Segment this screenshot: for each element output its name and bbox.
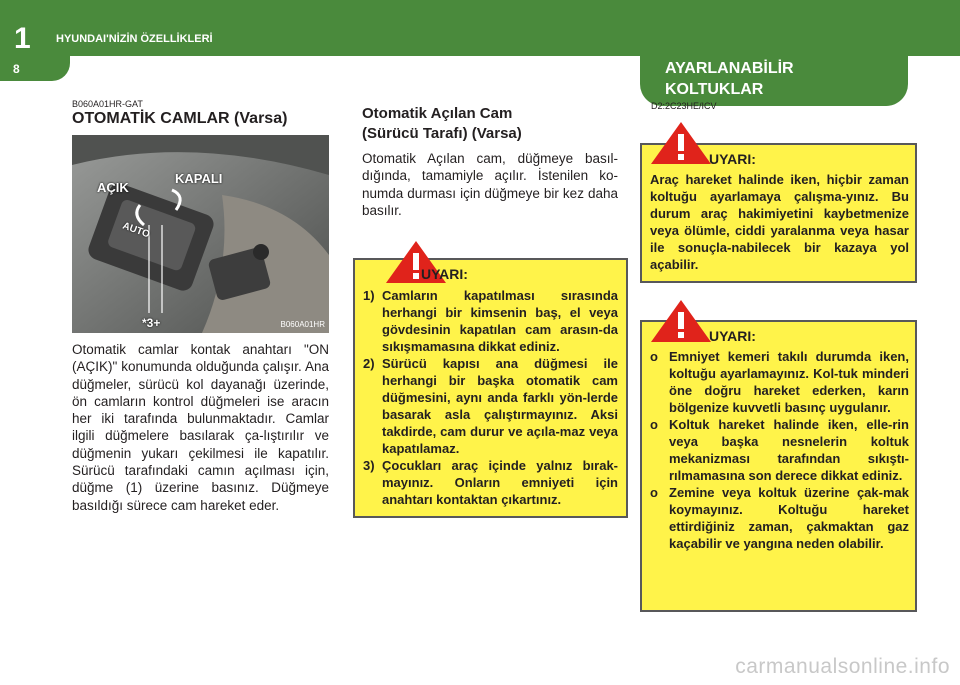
- image-caption: B060A01HR: [280, 320, 325, 329]
- automatic-windows-body: Otomatik camlar kontak anahtarı "ON (AÇIK)" konumunda olduğunda çalışır. Ana düğmeler, sürücü kol dayanağı üzerinde, ön camların kontrol düğmeleri ise aracın her iki tarafında bulunmaktadır. Camlar ilgili düğmelere basılarak ça-lıştırılır ve düğmenin yukarı çekilmesi ile kapatılır. Sürücü tarafındaki camın açılması için, düğme (1) üzerine basınız. Düğmeye basıldığı sürece cam hareket eder.: [72, 342, 329, 513]
- warning-triangle-icon: [651, 122, 711, 164]
- auto-down-window-body: Otomatik Açılan cam, düğmeye basıl-dığında, tamamiyle açılır. İstenilen ko-numda durması için düğmeye bir kez daha basılır.: [362, 151, 618, 218]
- warning-item: o Zemine veya koltuk üzerine çak-mak koymayınız. Koltuğu hareket ettirdiğiniz zaman, çakmaktan gaz kaçabilir ve yangına neden olabilir.: [650, 485, 909, 551]
- warning-title: UYARI:: [709, 151, 756, 167]
- automatic-windows-heading: OTOMATİK CAMLAR (Varsa): [72, 110, 288, 127]
- site-watermark: carmanualsonline.info: [735, 655, 950, 678]
- warning-item: 2) Sürücü kapısı ana düğmesi ile herhangi bir başka otomatik cam düğmesini, aynı anda farklı yön-lerde basarak asla çalıştırmayınız. Aksi takdirde, cam durur ve açıla-maz veya kapatılamaz.: [363, 356, 618, 456]
- warning-box-seat-adjust: [640, 320, 917, 612]
- warning-item: o Koltuk hareket halinde iken, elle-rin veya başka nesnelerin koltuk mekanizması tarafından sıkıştı-rılmamasına son derece dikkat ediniz.: [650, 417, 909, 483]
- window-switch-photo: [72, 135, 329, 333]
- page-number: 8: [13, 62, 20, 76]
- warning-title: UYARI:: [421, 266, 468, 282]
- warning-item: 1) Camların kapatılması sırasında herhangi bir kimsenin baş, el veya gövdesinin kapatılan cam arasın-da sıkışmamasına dikkat ediniz.: [363, 288, 618, 354]
- warning-list: [363, 287, 618, 508]
- warning-triangle-icon: [651, 300, 711, 342]
- warning-box-seat-moving: [640, 143, 917, 283]
- warning-item: o Emniyet kemeri takılı durumda iken, koltuğu ayarlamayınız. Kol-tuk minderi öne doğru hareket ederken, karın bölgenize kuvvetli basınç uygulanır.: [650, 349, 909, 415]
- window-switch-illustration: [72, 135, 329, 333]
- section-title: AYARLANABİLİR KOLTUKLAR: [665, 60, 794, 98]
- callout-number: *3+: [142, 316, 161, 330]
- warning-box-windows: [353, 258, 628, 518]
- warning-title: UYARI:: [709, 328, 756, 344]
- section-code: B060A01HR-GAT: [72, 99, 143, 109]
- label-open: AÇIK: [97, 180, 129, 195]
- section-code: D2:2C23HE/ICV: [651, 101, 717, 111]
- page-number-tab: [0, 56, 70, 81]
- chapter-title: HYUNDAI'NİZİN ÖZELLİKLERİ: [56, 33, 213, 45]
- chapter-number: 1: [14, 22, 31, 55]
- auto-down-window-heading: Otomatik Açılan Cam (Sürücü Tarafı) (Varsa): [362, 105, 522, 142]
- chapter-header-bar: [0, 0, 960, 56]
- warning-text: Araç hareket halinde iken, hiçbir zaman koltuğu ayarlamaya çalışma-yınız. Bu durum araç hakimiyetini kaybetmenize veya ölümle, ciddi yaralanma veya hasar ile sonuçla-nabilecek bir kazaya yol açabilir.: [650, 172, 909, 272]
- label-auto: AUTO: [120, 220, 152, 241]
- warning-item: 3) Çocukları araç içinde yalnız bırak-mayınız. Onların emniyeti için anahtarı kontaktan çıkartınız.: [363, 458, 618, 507]
- warning-list: [650, 348, 909, 552]
- label-close: KAPALI: [175, 171, 223, 186]
